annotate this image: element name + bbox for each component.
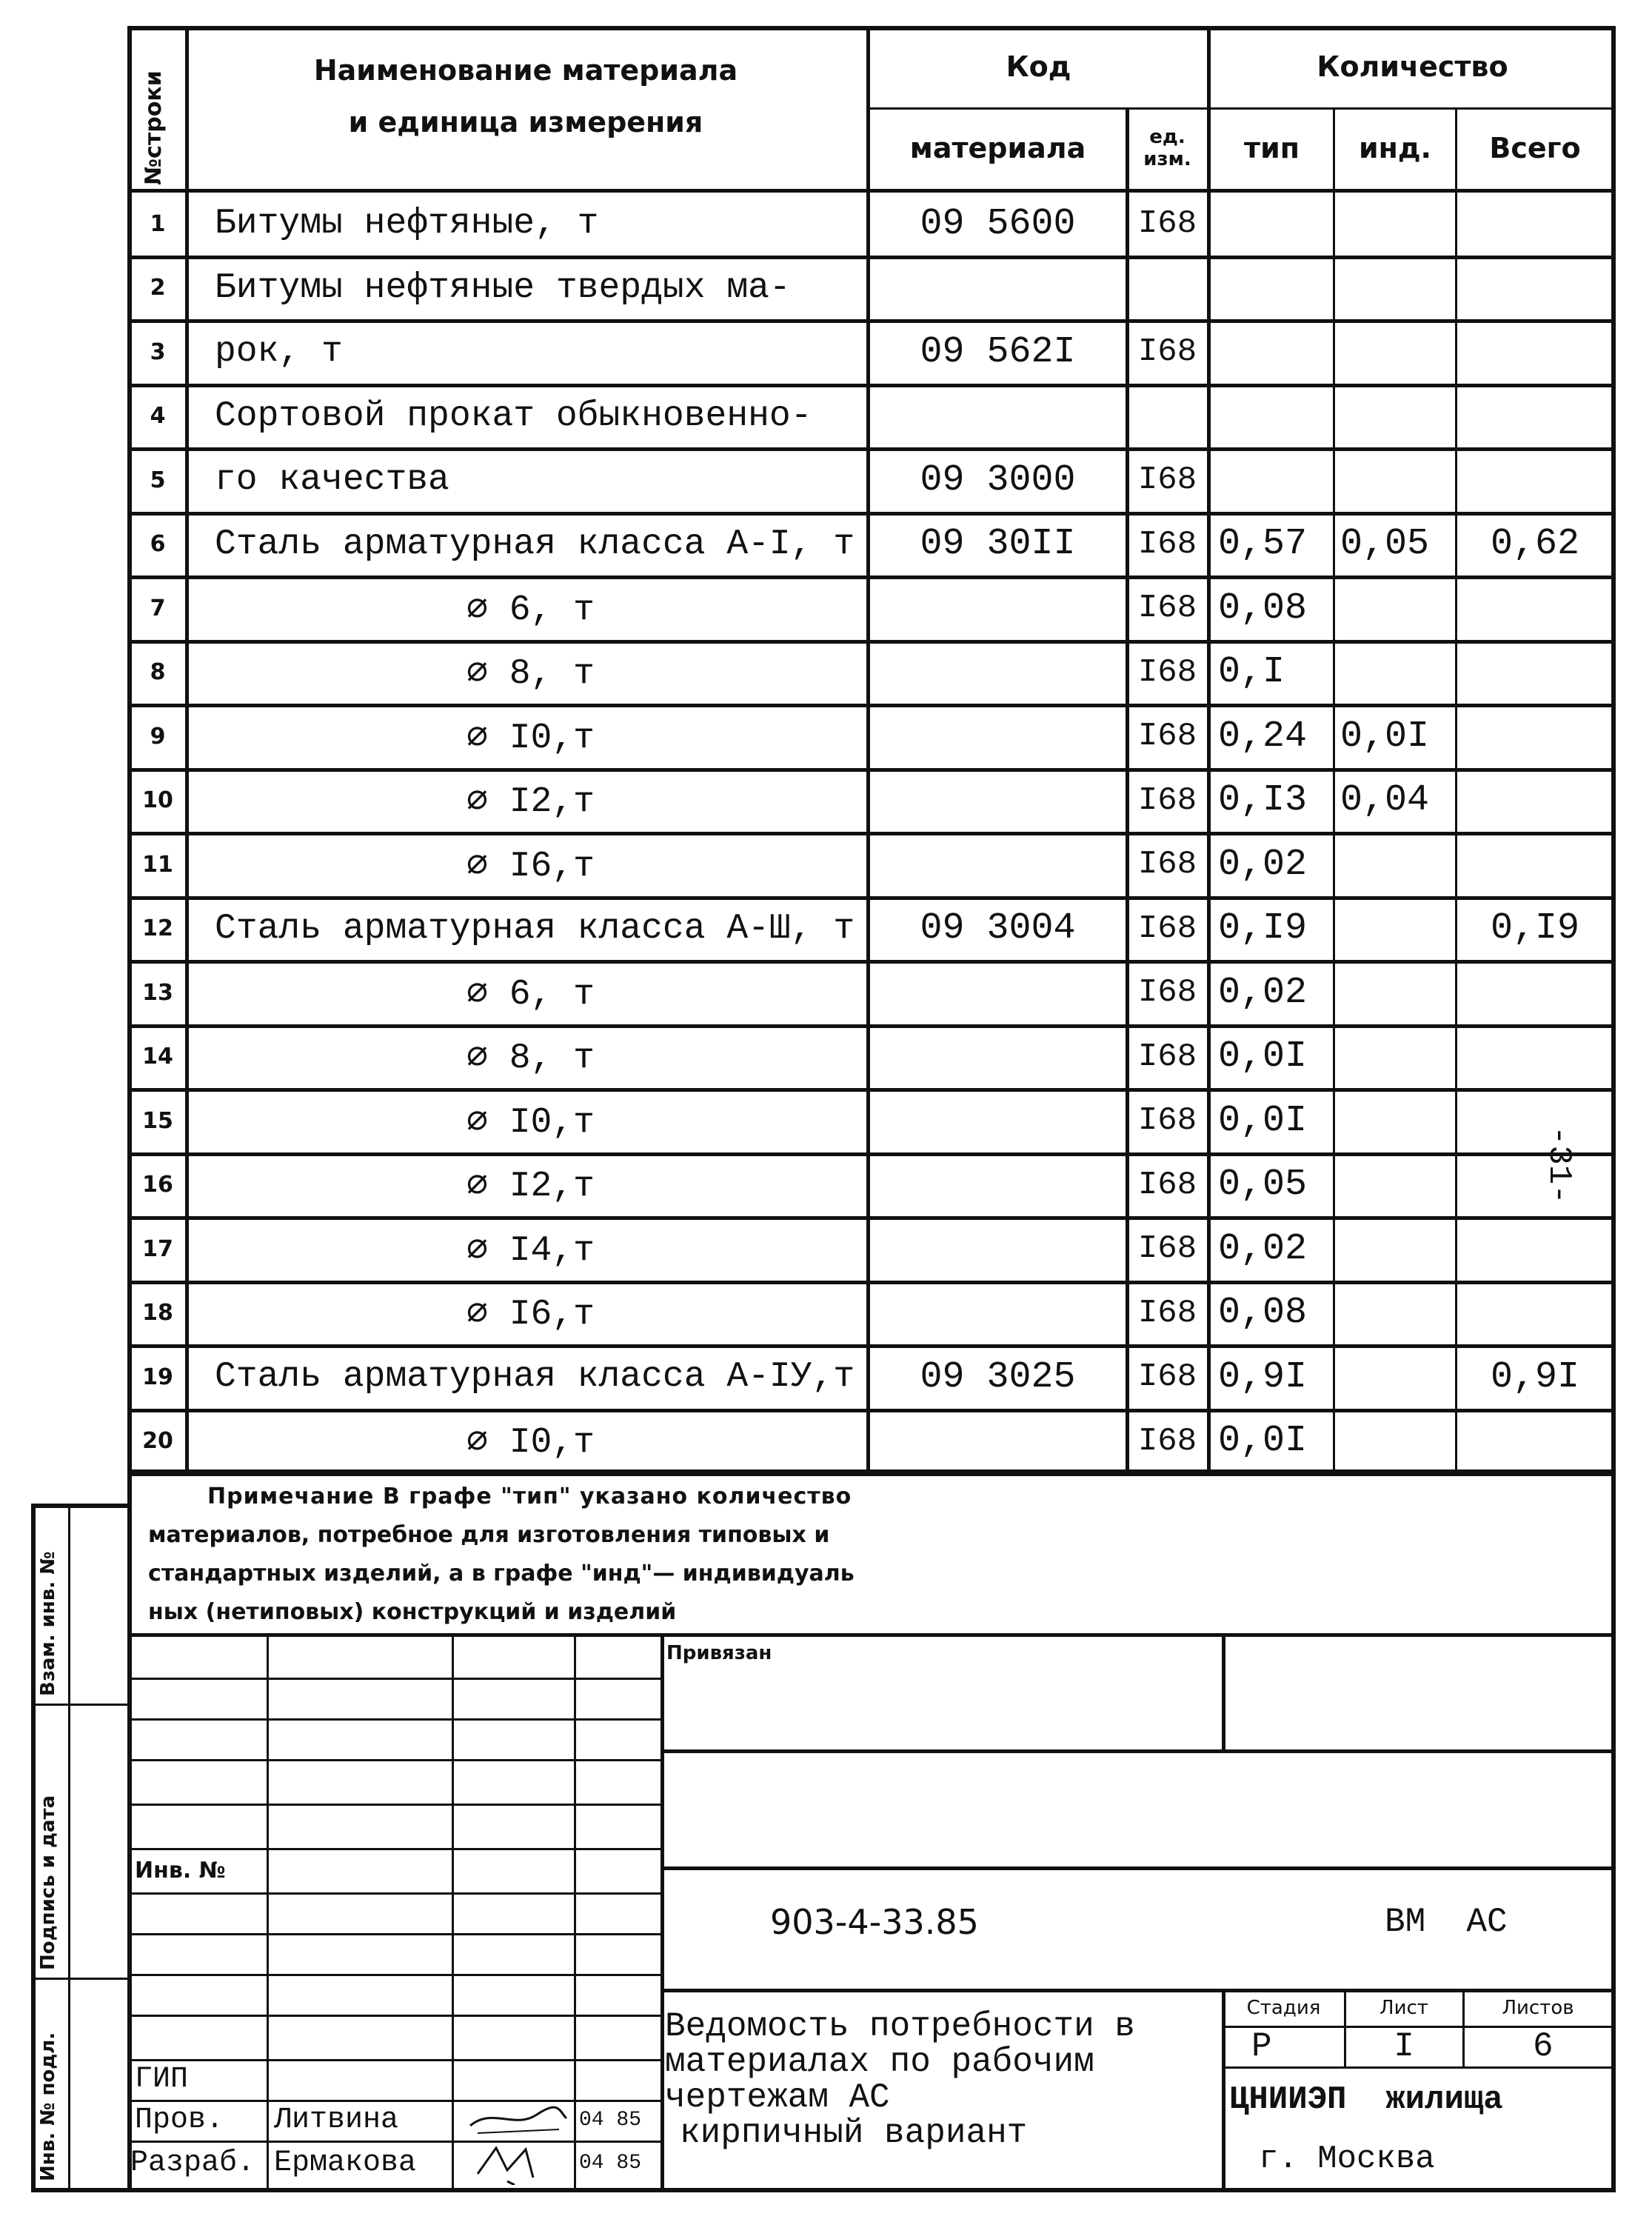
row-code [870,387,1126,447]
stamp-line [127,1633,1614,1637]
note-line-4: ных (нетиповых) конструкций и изделий [148,1599,677,1625]
row-name: Битумы нефтяные, т [215,204,599,244]
note-line-3: стандартных изделий, а в графе "инд"— индивидуаль [148,1561,855,1587]
stamp-org-line2: г. Москва [1259,2141,1435,2178]
stamp-line [127,1759,661,1761]
row-qty-type: 0,05 [1218,1164,1308,1207]
row-qty-total [1457,258,1613,318]
header-qty-type: тип [1244,132,1300,164]
stamp-stage-label: Стадия [1246,1996,1321,2019]
row-name: ∅ 6, т [466,590,595,630]
row-unit: I68 [1137,974,1197,1012]
stamp-prov-name: Литвина [274,2103,399,2137]
row-code [870,771,1126,831]
row-qty-type [1218,194,1333,254]
row-qty-ind [1340,963,1455,1023]
header-code-material: материала [909,132,1086,164]
header-qty-ind: инд. [1358,132,1431,164]
row-name: Битумы нефтяные твердых ма- [215,267,791,308]
header-qty-total: Всего [1489,132,1581,164]
row-qty-total [1457,194,1613,254]
stamp-doc-mark: ВМ АС [1385,1903,1508,1941]
stamp-vline [1222,1633,1225,1749]
row-unit: I68 [1137,205,1197,243]
row-name: ∅ I2,т [466,1167,595,1207]
stamp-sheet-label: Лист [1380,1996,1428,2019]
row-name: ∅ 6, т [466,974,595,1015]
row-number: 9 [150,723,166,750]
col-line [1207,26,1211,1472]
row-unit: I68 [1137,1230,1197,1268]
row-qty-total [1457,963,1613,1023]
stamp-sheets: 6 [1533,2027,1554,2066]
row-name: ∅ 8, т [466,654,595,695]
row-number: 10 [142,787,173,814]
page-number: -31- [1540,1126,1577,1204]
stamp-vline [452,1633,454,2189]
row-qty-ind: 0,0I [1340,715,1430,758]
row-qty-type: 0,0I [1218,1099,1308,1142]
row-qty-ind [1340,322,1455,382]
stamp-line [127,1933,661,1935]
row-qty-ind [1340,194,1455,254]
row-qty-type: 0,I3 [1218,779,1308,822]
row-unit: I68 [1137,1102,1197,1140]
side-label-inv-podl: Инв. № подл. [37,2032,59,2181]
row-qty-total [1457,1412,1613,1472]
row-name: ∅ I2,т [466,782,595,823]
row-qty-total [1457,1091,1613,1151]
row-code [870,963,1126,1023]
header-code: Код [1006,50,1071,83]
row-number: 3 [150,338,166,365]
stamp-sheet: I [1394,2027,1414,2066]
stamp-line [127,1678,661,1680]
header-code-unit: ед. изм. [1143,126,1191,170]
side-line [31,1704,130,1706]
row-qty-total [1457,707,1613,767]
row-number: 14 [142,1044,173,1070]
row-qty-ind [1340,1027,1455,1087]
stamp-line [127,2015,661,2017]
row-qty-ind [1340,1155,1455,1215]
row-qty-type [1218,387,1333,447]
row-qty-total [1457,322,1613,382]
header-bottom-line [127,189,1614,193]
row-code [870,1155,1126,1215]
row-qty-type: 0,9I [1218,1355,1308,1398]
side-line [68,1504,70,2189]
row-qty-total [1457,835,1613,895]
stamp-prov-role: Пров. [135,2103,224,2137]
row-qty-ind [1340,1412,1455,1472]
row-qty-total: 0,I9 [1490,907,1580,950]
row-code: 09 3004 [920,907,1076,950]
stamp-line [127,1804,661,1806]
row-qty-ind [1340,1284,1455,1344]
row-number: 7 [150,595,166,621]
row-qty-type [1218,258,1333,318]
row-qty-ind [1340,578,1455,638]
header-row-no: №строки [141,70,167,185]
row-number: 1 [150,210,166,237]
stamp-line [127,2059,661,2061]
row-line [127,1472,1614,1476]
row-qty-type: 0,02 [1218,971,1308,1014]
row-qty-ind [1340,1091,1455,1151]
row-number: 18 [142,1300,173,1327]
row-number: 2 [150,275,166,301]
row-name: рок, т [215,332,343,373]
stamp-doc-code: 903-4-33.85 [770,1902,979,1942]
row-qty-type: 0,0I [1218,1035,1308,1078]
row-code: 09 562I [920,330,1076,373]
row-qty-total [1457,1155,1613,1215]
row-name: Сортовой прокат обыкновенно- [215,396,812,436]
stamp-stage: Р [1251,2027,1272,2066]
row-qty-type: 0,I [1218,651,1285,694]
row-number: 20 [142,1428,173,1455]
row-number: 15 [142,1107,173,1134]
row-qty-type: 0,08 [1218,1292,1308,1335]
header-name-line2: и единица измерения [348,106,703,139]
row-number: 19 [142,1364,173,1390]
row-name: ∅ 8, т [466,1038,595,1079]
row-unit: I68 [1137,590,1197,627]
row-qty-ind: 0,05 [1340,523,1430,566]
stamp-title-line3: чертежам АС [665,2078,890,2117]
stamp-gip: ГИП [135,2063,189,2096]
row-number: 16 [142,1172,173,1198]
row-code: 09 30II [920,523,1076,566]
row-name: ∅ I4,т [466,1230,595,1271]
row-qty-total [1457,578,1613,638]
row-name: Сталь арматурная класса А-Ш, т [215,908,855,949]
row-unit: I68 [1137,1422,1197,1460]
row-name: ∅ I6,т [466,1295,595,1335]
signature-prov [463,2100,574,2141]
row-qty-total [1457,1027,1613,1087]
row-qty-total [1457,1219,1613,1279]
stamp-line [127,1718,661,1721]
stamp-line [127,1892,661,1895]
row-number: 6 [150,531,166,558]
row-qty-ind: 0,04 [1340,779,1430,822]
note-block [148,1478,1599,1632]
row-qty-type: 0,0I [1218,1420,1308,1463]
row-unit: I68 [1137,1166,1197,1204]
row-unit: I68 [1137,461,1197,499]
stamp-sheets-label: Листов [1502,1996,1574,2019]
row-qty-ind [1340,835,1455,895]
row-name: Сталь арматурная класса А-IУ,т [215,1357,855,1398]
row-unit: I68 [1137,1294,1197,1332]
row-unit: I68 [1137,333,1197,371]
row-qty-type [1218,450,1333,510]
row-qty-total: 0,62 [1490,523,1580,566]
stamp-title [665,2009,1135,2151]
row-qty-total [1457,643,1613,703]
row-qty-total [1457,1284,1613,1344]
row-code [870,578,1126,638]
row-qty-ind [1340,450,1455,510]
side-label-podpis: Подпись и дата [37,1795,59,1970]
row-code [870,1219,1126,1279]
stamp-title-line4: кирпичный вариант [680,2114,1028,2152]
side-label-vzam: Взам. инв. № [37,1551,59,1696]
row-name: ∅ I0,т [466,1423,595,1464]
row-number: 17 [142,1235,173,1262]
row-unit: I68 [1137,653,1197,691]
row-unit [1128,258,1207,318]
row-qty-type: 0,24 [1218,715,1308,758]
row-name: го качества [215,460,449,501]
row-code: 09 3000 [920,458,1076,501]
row-qty-ind [1340,643,1455,703]
row-qty-ind [1340,899,1455,959]
row-qty-ind [1340,258,1455,318]
row-name: ∅ I0,т [466,1102,595,1143]
row-code: 09 3025 [920,1355,1076,1398]
row-qty-ind [1340,1219,1455,1279]
stamp-vline [267,1633,269,2189]
row-number: 8 [150,659,166,686]
row-number: 5 [150,467,166,493]
stamp-razrab-role: Разраб. [130,2146,255,2180]
row-unit: I68 [1137,910,1197,947]
row-unit: I68 [1137,525,1197,563]
row-number: 4 [150,403,166,430]
row-unit: I68 [1137,1358,1197,1396]
stamp-line [661,1866,1614,1870]
stamp-inv-no: Инв. № [135,1857,226,1884]
row-qty-total [1457,450,1613,510]
row-code [870,835,1126,895]
row-name: Сталь арматурная класса А-I, т [215,524,855,564]
row-qty-total [1457,387,1613,447]
row-qty-type: 0,08 [1218,587,1308,630]
stamp-vline [661,1633,664,2189]
row-number: 13 [142,979,173,1006]
row-qty-total [1457,771,1613,831]
row-qty-type: 0,02 [1218,843,1308,886]
header-quantity: Количество [1317,50,1508,83]
stamp-prov-date: 04 85 [579,2109,642,2132]
note-line-1: Примечание В графе "тип" указано количество [207,1484,852,1509]
row-number: 12 [142,915,173,942]
row-code [870,1027,1126,1087]
header-split-line [866,107,1613,110]
row-code [870,1284,1126,1344]
row-unit: I68 [1137,781,1197,819]
row-name: ∅ I0,т [466,718,595,758]
row-qty-type: 0,02 [1218,1227,1308,1270]
row-code [870,643,1126,703]
side-line [31,1978,130,1980]
stamp-line [127,1974,661,1976]
row-qty-type: 0,I9 [1218,907,1308,950]
row-qty-type: 0,57 [1218,523,1308,566]
stamp-vline [574,1633,576,2189]
row-number: 11 [142,851,173,878]
stamp-title-line2: материалах по рабочим [665,2043,1094,2081]
stamp-line [1222,2066,1614,2069]
row-unit: I68 [1137,1038,1197,1075]
stamp-razrab-date: 04 85 [579,2151,642,2175]
row-unit [1128,387,1207,447]
row-qty-ind [1340,387,1455,447]
stamp-title-line1: Ведомость потребности в [665,2007,1135,2046]
row-qty-type [1218,322,1333,382]
row-name: ∅ I6,т [466,846,595,887]
stamp-razrab-name: Ермакова [274,2146,417,2180]
note-line-2: материалов, потребное для изготовления типовых и [148,1522,830,1548]
col-line [185,26,189,1472]
signature-razrab [463,2141,574,2185]
stamp-org-line1: ЦНИИЭП жилища [1229,2081,1503,2118]
header-name-line1: Наименование материала [313,54,738,87]
row-code [870,707,1126,767]
stamp-line [661,1749,1614,1753]
row-code: 09 5600 [920,202,1076,245]
row-code [870,258,1126,318]
row-unit: I68 [1137,846,1197,884]
row-unit: I68 [1137,718,1197,755]
row-code [870,1091,1126,1151]
col-line [1333,107,1335,1472]
stamp-privyazan: Привязан [666,1642,772,1664]
row-qty-ind [1340,1347,1455,1407]
row-code [870,1412,1126,1472]
row-qty-total: 0,9I [1490,1355,1580,1398]
